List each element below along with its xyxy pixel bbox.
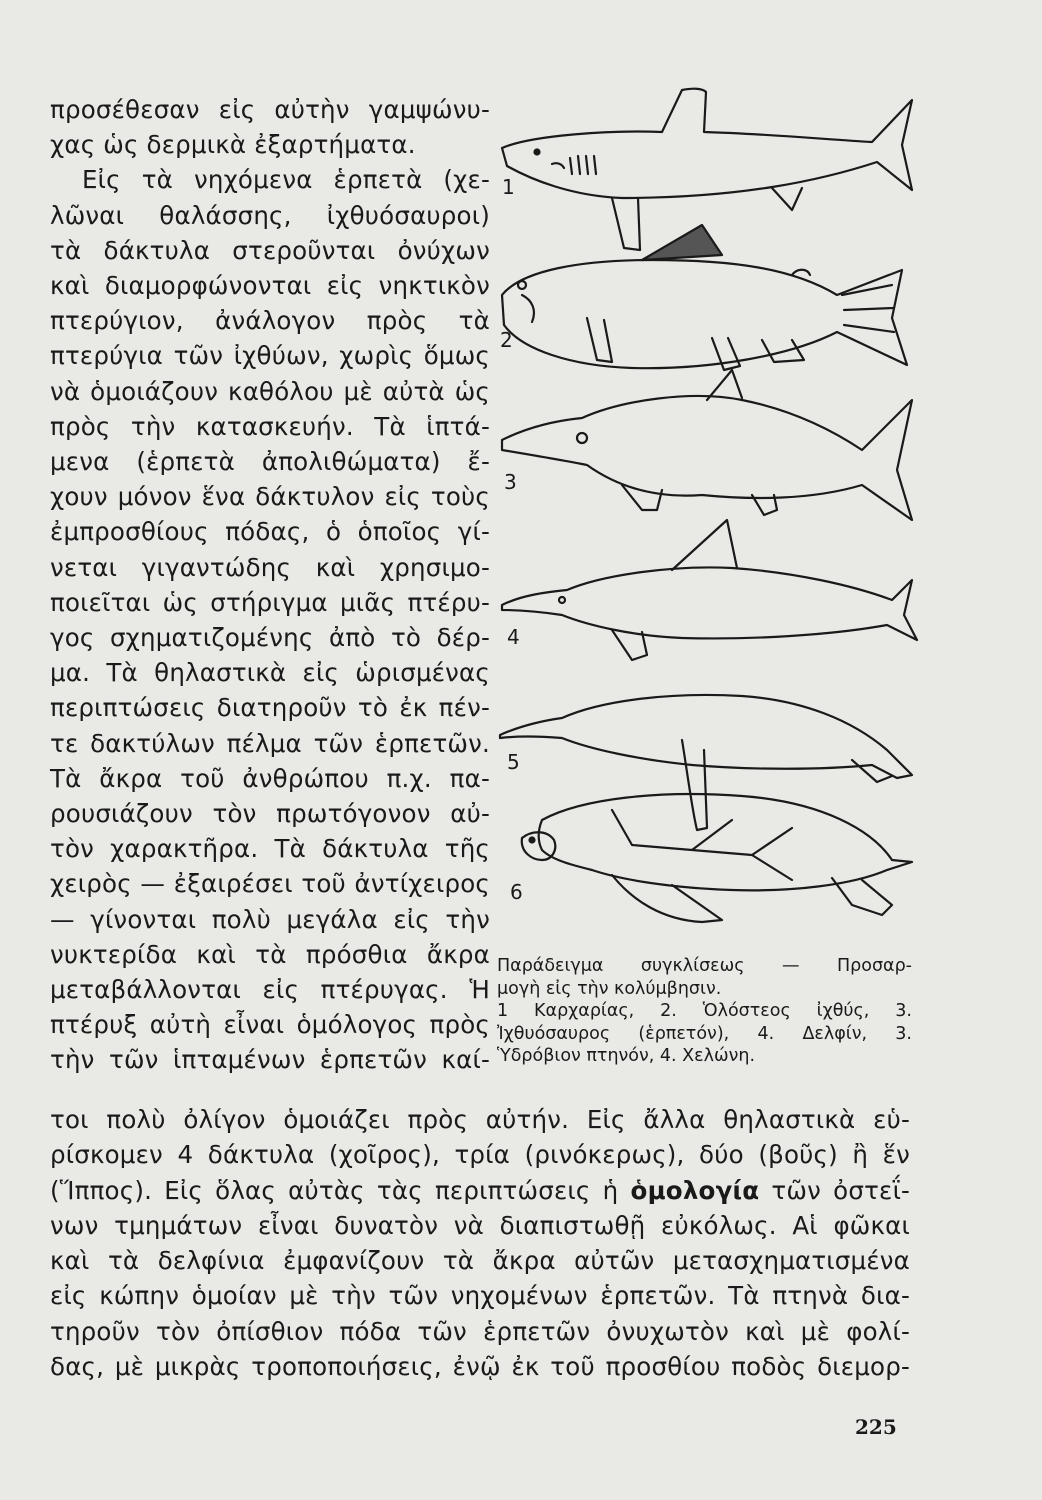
text-line: περιπτώσεις διατηροῦν τὸ ἐκ πέν- [50,693,490,723]
text-line: ποιεῖται ὡς στήριγμα μιᾶς πτέρυ- [50,587,490,617]
text-line: νὰ ὁμοιάζουν καθόλου μὲ αὐτὰ ὡς [50,376,490,406]
figure-caption [497,955,912,1068]
text-line: ρουσιάζουν τὸν πρωτόγονον αὐ- [50,799,490,829]
bold-term: ὁμολογία [630,1175,760,1205]
text-line: δας, μὲ μικρὰς τροποποιήσεις, ἐνῷ ἐκ τοῦ προσθίου ποδὸς διεμορ- [50,1352,910,1382]
figure-number: 1 [502,175,515,199]
aquatic-bird-drawing [500,695,912,830]
turtle-drawing [522,794,912,922]
text-line: νων τμημάτων εἶναι δυνατὸν νὰ διαπιστωθῇ εὐκόλως. Αἱ φῶκαι [50,1210,910,1240]
text-line: τὰ δάκτυλα στεροῦνται ὀνύχων [50,235,490,265]
full-width-text [50,1102,910,1384]
text-line: καὶ τὰ δελφίνια ἐμφανίζουν τὰ ἄκρα αὐτῶν μετασχηματισμένα [50,1246,910,1276]
ichthyosaur-drawing [502,370,912,520]
figure-number: 5 [507,750,520,774]
text-line: προσέθεσαν εἰς αὐτὴν γαμψώνυ- [50,95,490,124]
left-column-text [50,92,490,1078]
text-line: ρίσκομεν 4 δάκτυλα (χοῖρος), τρία (ρινόκερως), δύο (βοῦς) ἢ ἕν [50,1140,910,1170]
text-line: πτερύγιον, ἀνάλογον πρὸς τὰ [50,306,490,336]
text-line: γος σχηματιζομένης ἀπὸ τὸ δέρ- [50,623,490,653]
bony-fish-drawing [502,225,907,370]
text-line [50,1173,910,1208]
figure-number: 4 [507,625,520,649]
text-line: τοι πολὺ ὀλίγον ὁμοιάζει πρὸς αὐτήν. Εἰς ἄλλα θηλαστικὰ εὑ- [50,1105,910,1134]
caption-line: 1 Καρχαρίας, 2. Ὁλόστεος ἰχθύς, 3. [497,1001,912,1022]
caption-line: μογὴ εἰς τὴν κολύμβησιν. [497,978,722,999]
text-line: νυκτερίδα καὶ τὰ πρόσθια ἄκρα [50,939,490,969]
text-line: μενα (ἑρπετὰ ἀπολιθώματα) ἔ- [50,447,490,477]
text-line: πτερύγια τῶν ἰχθύων, χωρὶς ὅμως [50,341,490,371]
figure-number: 2 [500,328,513,352]
text-line: Εἰς τὰ νηχόμενα ἑρπετὰ (χε- [82,165,490,195]
text-line: χουν μόνον ἕνα δάκτυλον εἰς τοὺς [50,482,490,512]
text-line: καὶ διαμορφώνονται εἰς νηκτικὸν [50,271,490,301]
figure-number: 3 [504,470,517,494]
page-number: 225 [855,1415,897,1439]
text-line: χειρὸς — ἐξαιρέσει τοῦ ἀντίχειρος [50,869,490,899]
text-line: νεται γιγαντώδης καὶ χρησιμο- [50,552,490,582]
text-line: Τὰ ἄκρα τοῦ ἀνθρώπου π.χ. πα- [50,763,490,793]
text-span: τῶν ὀστεΐ- [759,1175,910,1205]
text-line: τὴν τῶν ἱπταμένων ἑρπετῶν καί- [50,1045,490,1075]
caption-line: Ὑδρόβιον πτηνόν, 4. Χελώνη. [497,1046,756,1067]
text-line: — γίνονται πολὺ μεγάλα εἰς τὴν [50,904,490,934]
text-line: πτέρυξ αὐτὴ εἶναι ὁμόλογος πρὸς [50,1010,490,1040]
text-line: τηροῦν τὸν ὀπίσθιον πόδα τῶν ἑρπετῶν ὀνυχωτὸν καὶ μὲ φολί- [50,1316,910,1346]
text-line: μεταβάλλονται εἰς πτέρυγας. Ἡ [50,975,490,1005]
caption-line: Ἰχθυόσαυρος (ἑρπετόν), 4. Δελφίν, 3. [497,1023,912,1044]
text-line: λῶναι θαλάσσης, ἰχθυόσαυροι) [50,200,490,230]
text-line: εἰς κώπην ὁμοίαν μὲ τὴν τῶν νηχομένων ἑρπετῶν. Τὰ πτηνὰ δια- [50,1281,910,1311]
text-line: χας ὡς δερμικὰ ἐξαρτήματα. [50,130,416,160]
shark-drawing [502,89,912,250]
convergence-figure [492,70,932,950]
dolphin-drawing [502,520,917,660]
text-span: (Ἵππος). Εἰς ὅλας αὐτὰς τὰς περιπτώσεις ἡ [50,1175,631,1205]
text-line: τε δακτύλων πέλμα τῶν ἑρπετῶν. [50,728,490,758]
figure-number: 6 [510,880,523,904]
text-line: μα. Τὰ θηλαστικὰ εἰς ὡρισμένας [50,658,490,688]
text-line: ἐμπροσθίους πόδας, ὁ ὁποῖος γί- [50,517,490,547]
text-line: τὸν χαρακτῆρα. Τὰ δάκτυλα τῆς [50,834,490,864]
caption-line: Παράδειγμα συγκλίσεως — Προσαρ- [497,956,912,976]
text-line: πρὸς τὴν κατασκευήν. Τὰ ἱπτά- [50,411,490,441]
